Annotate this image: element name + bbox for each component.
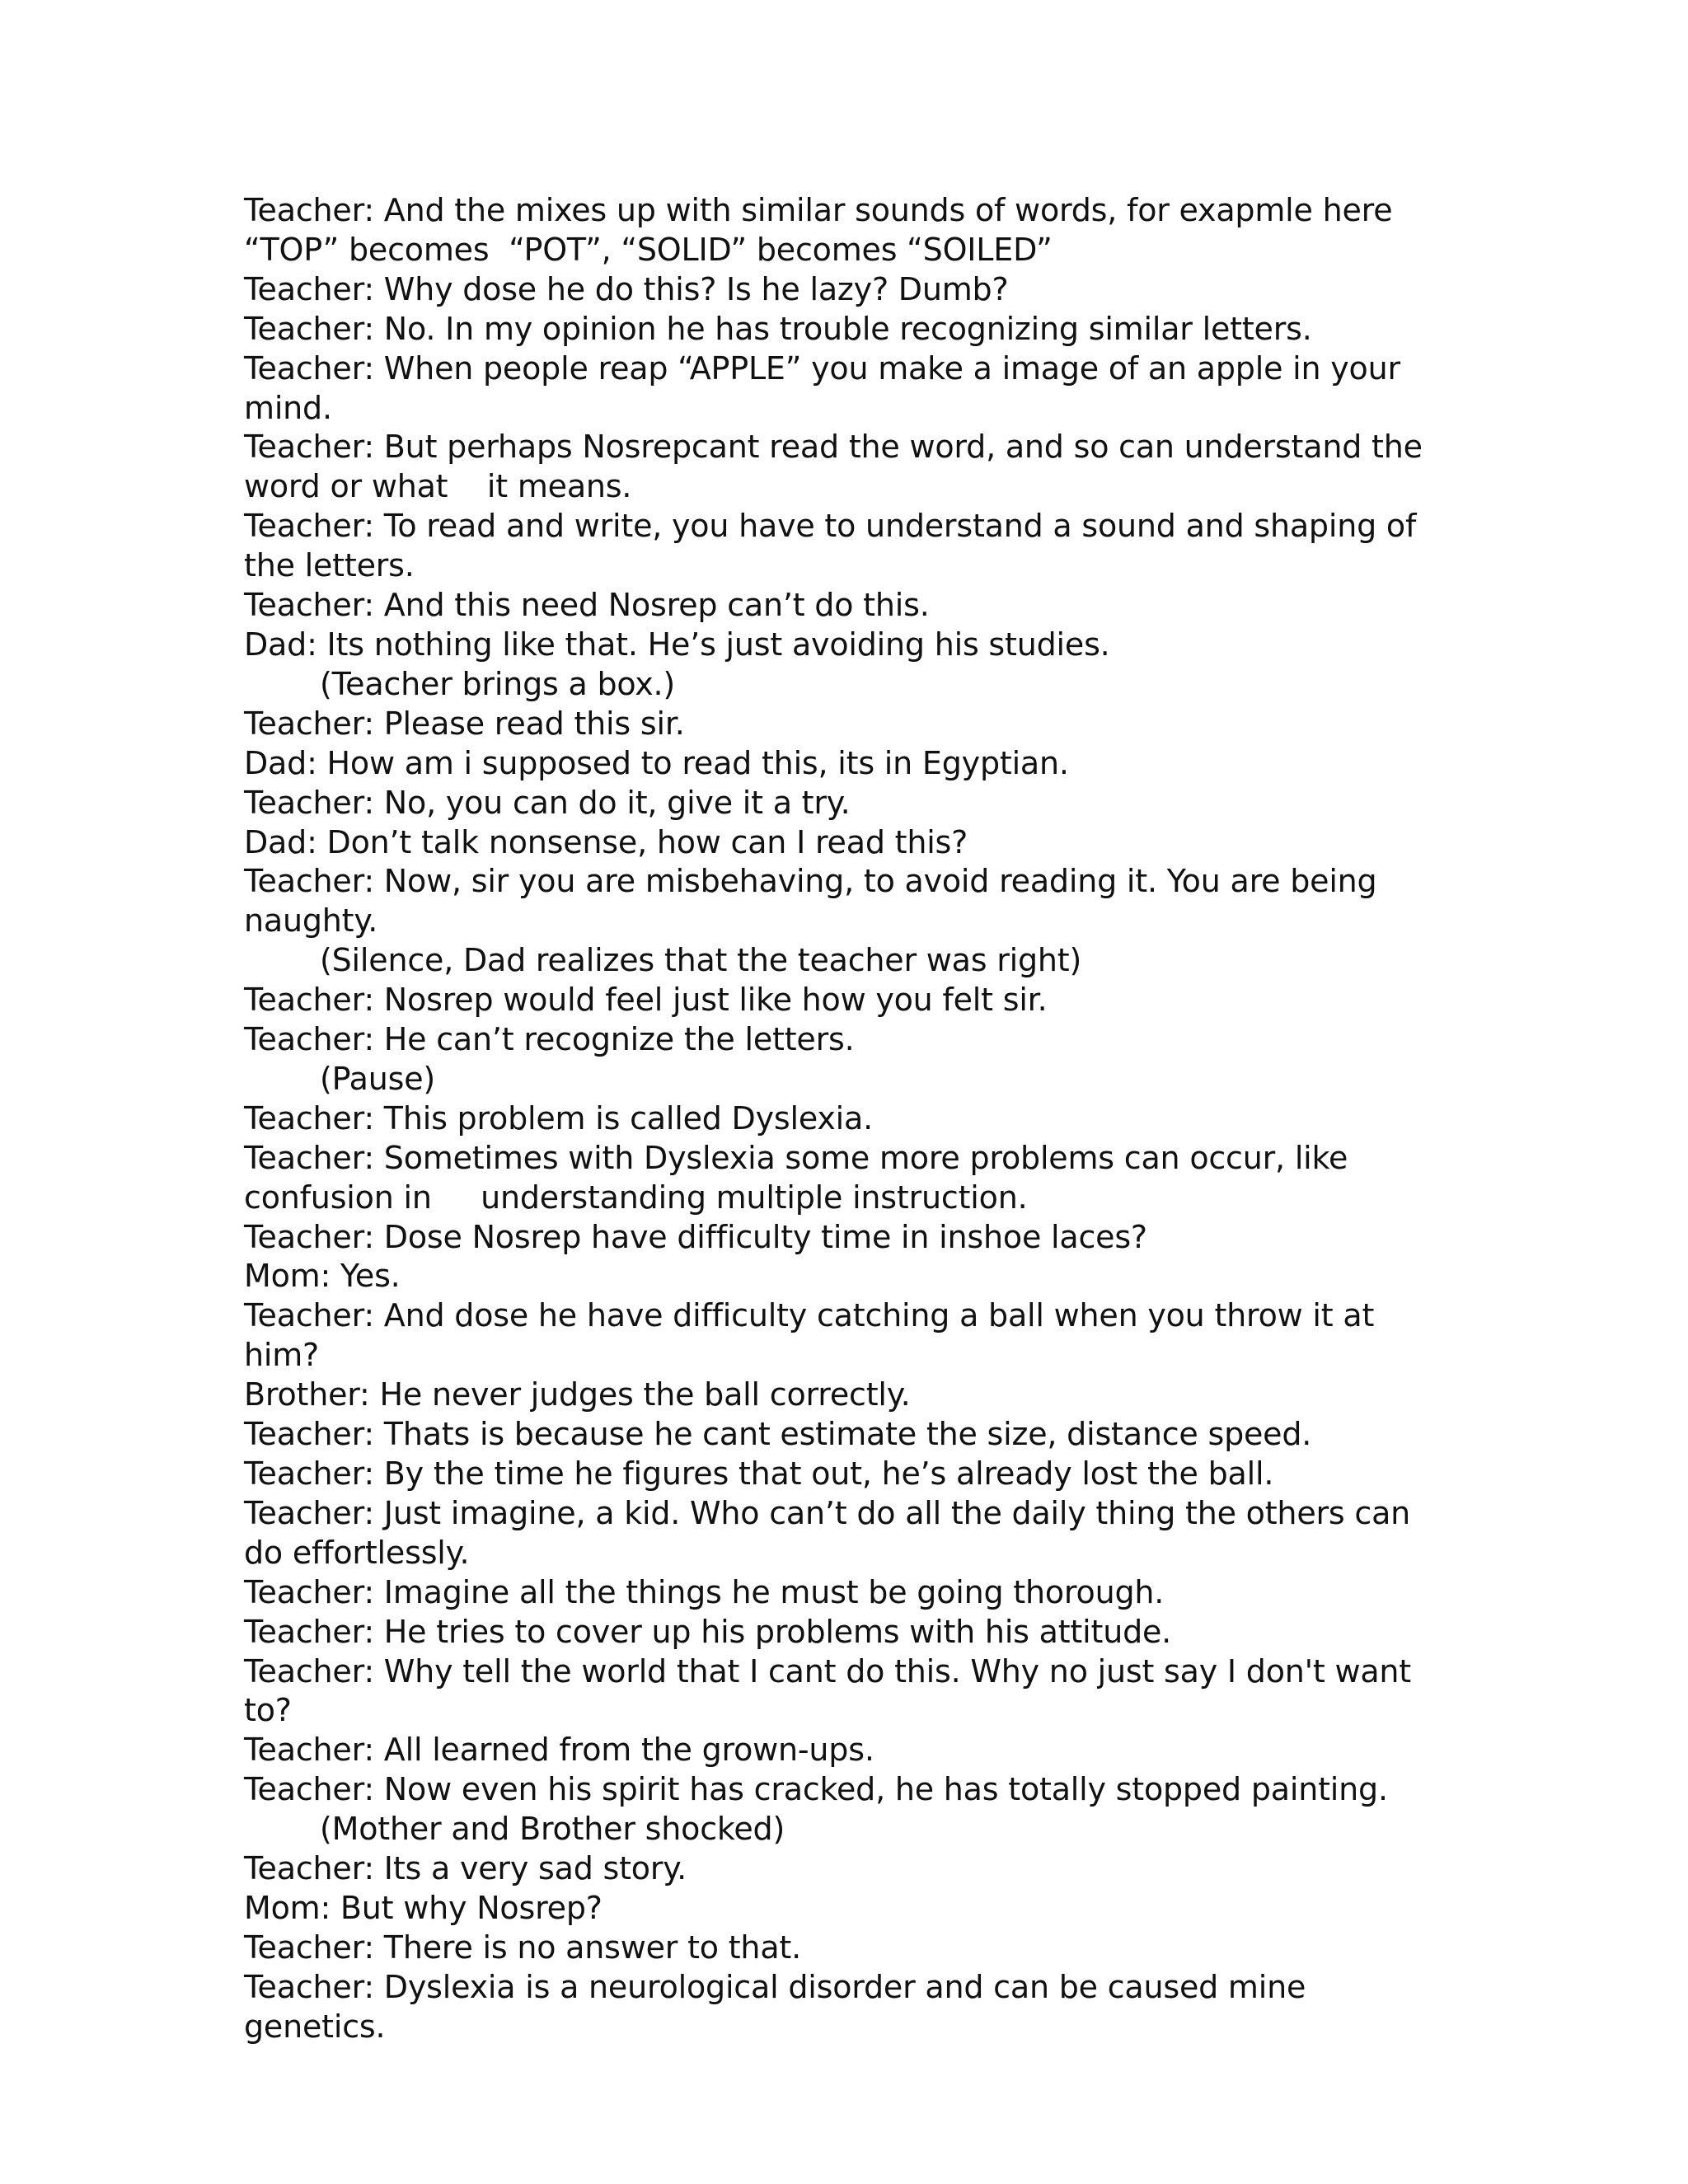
dialogue-line: Teacher: And the mixes up with similar sounds of words, for exapmle here “TOP” becomes “POT”, “SOLID” becomes “SOILED” (244, 192, 1403, 268)
dialogue-line: Teacher: All learned from the grown-ups. (244, 1732, 874, 1769)
stage-direction: (Pause) (320, 1060, 436, 1097)
dialogue-line: Teacher: Just imagine, a kid. Who can’t do all the daily thing the others can do effortlessly. (244, 1494, 1420, 1571)
dialogue-line: Teacher: Dose Nosrep have difficulty time in inshoe laces? (244, 1218, 1147, 1255)
dialogue-line: Mom: Yes. (244, 1258, 401, 1295)
dialogue-line: Teacher: Imagine all the things he must be going thorough. (244, 1573, 1165, 1610)
dialogue-line: Teacher: But perhaps Nosrepcant read the word, and so can understand the word or what it means. (244, 429, 1432, 505)
script-body (244, 191, 1447, 2047)
dialogue-line: Teacher: And dose he have difficulty catching a ball when you throw it at him? (244, 1297, 1385, 1374)
dialogue-line: Brother: He never judges the ball correctly. (244, 1376, 911, 1413)
dialogue-line: Teacher: He can’t recognize the letters. (244, 1021, 855, 1058)
dialogue-line: Teacher: Nosrep would feel just like how you felt sir. (244, 982, 1048, 1019)
stage-direction: (Mother and Brother shocked) (320, 1811, 785, 1848)
dialogue-line: Teacher: And this need Nosrep can’t do this. (244, 587, 930, 624)
dialogue-line: Teacher: Sometimes with Dyslexia some more problems can occur, like confusion in understanding multiple instruction. (244, 1139, 1358, 1216)
dialogue-line: Mom: But why Nosrep? (244, 1889, 603, 1926)
dialogue-line: Teacher: When people reap “APPLE” you make a image of an apple in your mind. (244, 349, 1410, 426)
dialogue-line: Teacher: No, you can do it, give it a try. (244, 784, 851, 821)
dialogue-line: Teacher: He tries to cover up his problems with his attitude. (244, 1613, 1172, 1650)
dialogue-line: Dad: Its nothing like that. He’s just avoiding his studies. (244, 626, 1110, 663)
stage-direction: (Silence, Dad realizes that the teacher was right) (320, 942, 1082, 979)
dialogue-line: Teacher: Please read this sir. (244, 705, 685, 742)
dialogue-line: Teacher: This problem is called Dyslexia. (244, 1099, 873, 1137)
dialogue-line: Teacher: Why tell the world that I cant do this. Why no just say I don't want to? (244, 1652, 1421, 1729)
dialogue-line: Teacher: Why dose he do this? Is he lazy? Dumb? (244, 270, 1009, 307)
dialogue-line: Teacher: Now even his spirit has cracked, he has totally stopped painting. (244, 1771, 1388, 1808)
dialogue-line: Teacher: There is no answer to that. (244, 1929, 801, 1966)
stage-direction: (Teacher brings a box.) (320, 665, 676, 702)
dialogue-line: Teacher: No. In my opinion he has trouble recognizing similar letters. (244, 310, 1312, 347)
dialogue-line: Dad: How am i supposed to read this, its in Egyptian. (244, 744, 1069, 781)
dialogue-line: Dad: Don’t talk nonsense, how can I read this? (244, 823, 968, 860)
dialogue-line: Teacher: Thats is because he cant estimate the size, distance speed. (244, 1416, 1312, 1453)
dialogue-line: Teacher: Now, sir you are misbehaving, to avoid reading it. You are being naughty. (244, 863, 1387, 940)
dialogue-line: Teacher: Dyslexia is a neurological disorder and can be caused mine genetics. (244, 1968, 1316, 2045)
dialogue-line: Teacher: By the time he figures that out, he’s already lost the ball. (244, 1455, 1274, 1492)
dialogue-line: Teacher: To read and write, you have to understand a sound and shaping of the letters. (244, 508, 1427, 584)
dialogue-line: Teacher: Its a very sad story. (244, 1850, 687, 1887)
